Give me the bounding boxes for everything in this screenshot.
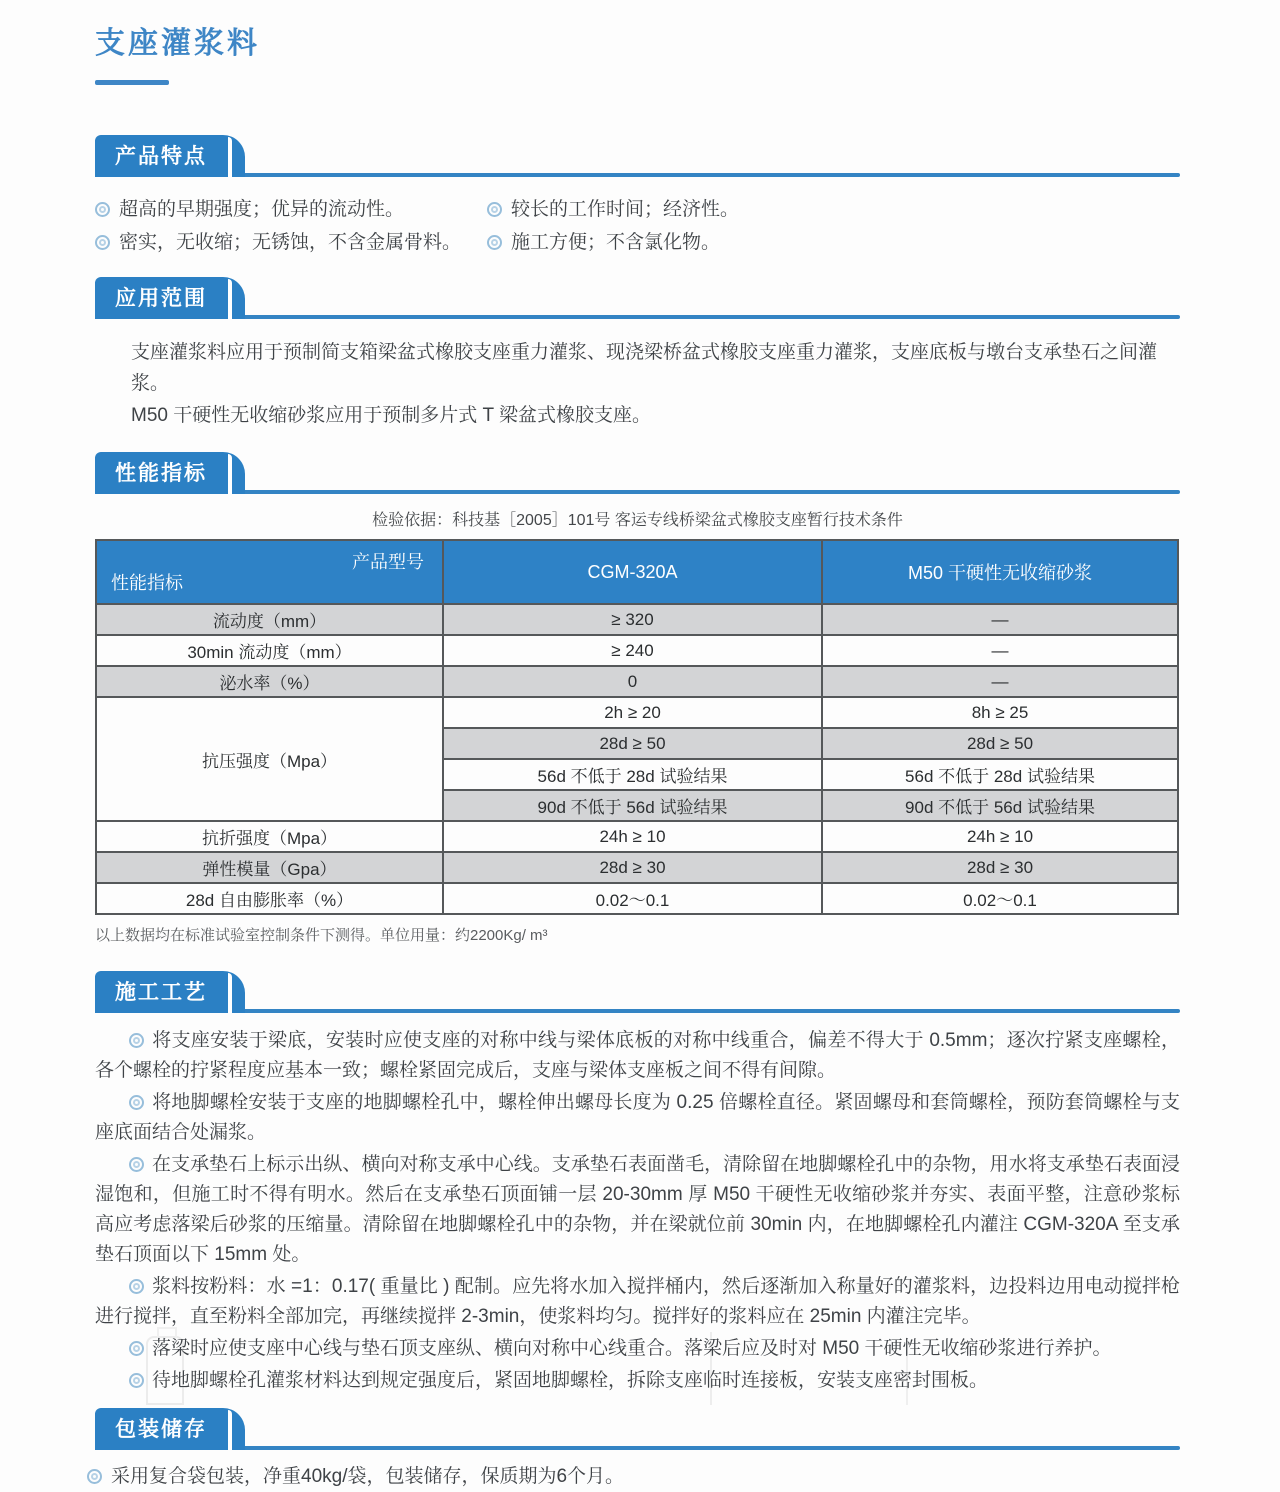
construction-step — [95, 1272, 1180, 1332]
ring-bullet-icon — [129, 1033, 144, 1048]
section-tab-construction: 施工工艺 — [95, 971, 245, 1013]
application-paragraph: M50 干硬性无收缩砂浆应用于预制多片式 T 梁盆式橡胶支座。 — [131, 405, 652, 426]
cell-cgm: ≥ 240 — [443, 635, 822, 666]
cell-m50: — — [822, 666, 1178, 697]
step-text: 落梁时应使支座中心线与垫石顶支座纵、横向对称中心线重合。落梁后应及时对 M50 干硬性无收缩砂浆进行养护。 — [152, 1338, 1112, 1359]
step-text: 将支座安装于梁底，安装时应使支座的对称中线与梁体底板的对称中线重合，偏差不得大于 0.5mm；逐次拧紧支座螺栓，各个螺栓的拧紧程度应基本一致；螺栓紧固完成后，支座与梁体支座板之间不得有间隙。 — [95, 1030, 1180, 1081]
section-rule — [95, 173, 1180, 177]
cell-m50: 28d ≥ 50 — [822, 728, 1178, 759]
feature-item — [487, 193, 1180, 226]
step-text: 在支承垫石上标示出纵、横向对称支承中心线。支承垫石表面凿毛，清除留在地脚螺栓孔中的杂物，用水将支承垫石表面浸湿饱和，但施工时不得有明水。然后在支承垫石顶面铺一层 20-30mm 厚 M50 干硬性无收缩砂浆并夯实、表面平整，注意砂浆标高应考虑落梁后砂浆的压缩量。清除留在地脚螺栓孔中的杂物，并在梁就位前 30min 内，在地脚螺栓孔内灌注 CGM-320A 至支承垫石顶面以下 15mm 处。 — [95, 1154, 1181, 1265]
section-tab-packaging: 包装储存 — [95, 1408, 245, 1450]
cell-m50: — — [822, 604, 1178, 635]
ring-bullet-icon — [129, 1095, 144, 1110]
table-row — [96, 635, 1178, 666]
cell-m50: — — [822, 635, 1178, 666]
construction-step — [95, 1150, 1180, 1270]
section-header-construction — [95, 973, 1180, 1013]
row-label: 流动度（mm） — [96, 604, 443, 635]
section-header-features — [95, 137, 1180, 177]
feature-text: 超高的早期强度；优异的流动性。 — [119, 199, 405, 220]
corner-label-performance-index: 性能指标 — [111, 573, 183, 593]
step-text: 浆料按粉料：水 =1：0.17( 重量比 ) 配制。应先将水加入搅拌桶内，然后逐渐加入称量好的灌浆料，边投料边用电动搅拌枪进行搅拌，直至粉料全部加完，再继续搅拌 2-3min，使浆料均匀。搅拌好的浆料应在 25min 内灌注完毕。 — [95, 1276, 1180, 1327]
row-label: 30min 流动度（mm） — [96, 635, 443, 666]
cell-cgm: 90d 不低于 56d 试验结果 — [443, 790, 822, 821]
section-rule — [95, 1446, 1180, 1450]
feature-text: 密实，无收缩；无锈蚀，不含金属骨料。 — [119, 232, 462, 253]
table-row — [96, 883, 1178, 914]
cell-m50: 24h ≥ 10 — [822, 821, 1178, 852]
ring-bullet-icon — [95, 202, 110, 217]
column-header-m50: M50 干硬性无收缩砂浆 — [822, 540, 1178, 604]
ring-bullet-icon — [129, 1373, 144, 1388]
row-label: 抗折强度（Mpa） — [96, 821, 443, 852]
feature-item — [95, 226, 487, 259]
ring-bullet-icon — [487, 202, 502, 217]
title-underline — [95, 80, 169, 85]
cell-cgm: 24h ≥ 10 — [443, 821, 822, 852]
construction-step — [95, 1026, 1180, 1086]
step-text: 待地脚螺栓孔灌浆材料达到规定强度后，紧固地脚螺栓，拆除支座临时连接板，安装支座密封围板。 — [152, 1370, 989, 1391]
cell-cgm: 28d ≥ 30 — [443, 852, 822, 883]
application-paragraph: 支座灌浆料应用于预制简支箱梁盆式橡胶支座重力灌浆、现浇梁桥盆式橡胶支座重力灌浆，支座底板与墩台支承垫石之间灌浆。 — [131, 342, 1158, 394]
feature-item — [95, 193, 487, 226]
cell-m50: 8h ≥ 25 — [822, 697, 1178, 728]
cell-m50: 28d ≥ 30 — [822, 852, 1178, 883]
section-rule — [95, 315, 1180, 319]
table-row — [96, 604, 1178, 635]
ring-bullet-icon — [129, 1279, 144, 1294]
ring-bullet-icon — [87, 1469, 102, 1484]
feature-item — [487, 226, 1180, 259]
table-header-row — [96, 540, 1178, 604]
packaging-item — [87, 1462, 1180, 1492]
section-tab-performance: 性能指标 — [95, 452, 245, 494]
cell-m50: 0.02～0.1 — [822, 883, 1178, 914]
column-header-cgm: CGM-320A — [443, 540, 822, 604]
row-label: 泌水率（%） — [96, 666, 443, 697]
table-row — [96, 821, 1178, 852]
packaging-text: 采用复合袋包装，净重40kg/袋，包装储存，保质期为6个月。 — [111, 1466, 625, 1487]
row-label: 28d 自由膨胀率（%） — [96, 883, 443, 914]
performance-table — [95, 539, 1179, 915]
cell-cgm: 0 — [443, 666, 822, 697]
construction-step — [95, 1088, 1180, 1148]
cell-m50: 56d 不低于 28d 试验结果 — [822, 759, 1178, 790]
ring-bullet-icon — [487, 235, 502, 250]
page-title: 支座灌浆料 — [95, 27, 260, 60]
test-basis: 检验依据：科技基［2005］101号 客运专线桥梁盆式橡胶支座暂行技术条件 — [372, 512, 903, 529]
construction-steps — [95, 1026, 1180, 1396]
features-list — [95, 193, 1180, 259]
cell-cgm: 2h ≥ 20 — [443, 697, 822, 728]
construction-step — [95, 1366, 1180, 1396]
cell-cgm: 0.02～0.1 — [443, 883, 822, 914]
table-row — [96, 852, 1178, 883]
feature-text: 较长的工作时间；经济性。 — [511, 199, 740, 220]
table-corner-cell — [96, 540, 443, 604]
cell-m50: 90d 不低于 56d 试验结果 — [822, 790, 1178, 821]
ring-bullet-icon — [129, 1341, 144, 1356]
ring-bullet-icon — [95, 235, 110, 250]
cell-cgm: 56d 不低于 28d 试验结果 — [443, 759, 822, 790]
feature-text: 施工方便；不含氯化物。 — [511, 232, 721, 253]
section-header-application — [95, 279, 1180, 319]
section-header-packaging — [95, 1410, 1180, 1450]
corner-label-product-model: 产品型号 — [352, 552, 424, 572]
section-header-performance — [95, 454, 1180, 494]
section-rule — [95, 490, 1180, 494]
application-text — [95, 337, 1180, 431]
table-row — [96, 666, 1178, 697]
construction-step — [95, 1334, 1180, 1364]
row-label: 弹性模量（Gpa） — [96, 852, 443, 883]
step-text: 将地脚螺栓安装于支座的地脚螺栓孔中，螺栓伸出螺母长度为 0.25 倍螺栓直径。紧固螺母和套筒螺栓，预防套筒螺栓与支座底面结合处漏浆。 — [95, 1092, 1180, 1143]
cell-cgm: 28d ≥ 50 — [443, 728, 822, 759]
section-rule — [95, 1009, 1180, 1013]
row-label-compressive-strength: 抗压强度（Mpa） — [96, 697, 443, 821]
table-footnote: 以上数据均在标准试验室控制条件下测得。单位用量：约2200Kg/ m³ — [95, 927, 548, 944]
ring-bullet-icon — [129, 1157, 144, 1172]
section-tab-application: 应用范围 — [95, 277, 245, 319]
table-row — [96, 697, 1178, 728]
cell-cgm: ≥ 320 — [443, 604, 822, 635]
section-tab-features: 产品特点 — [95, 135, 245, 177]
